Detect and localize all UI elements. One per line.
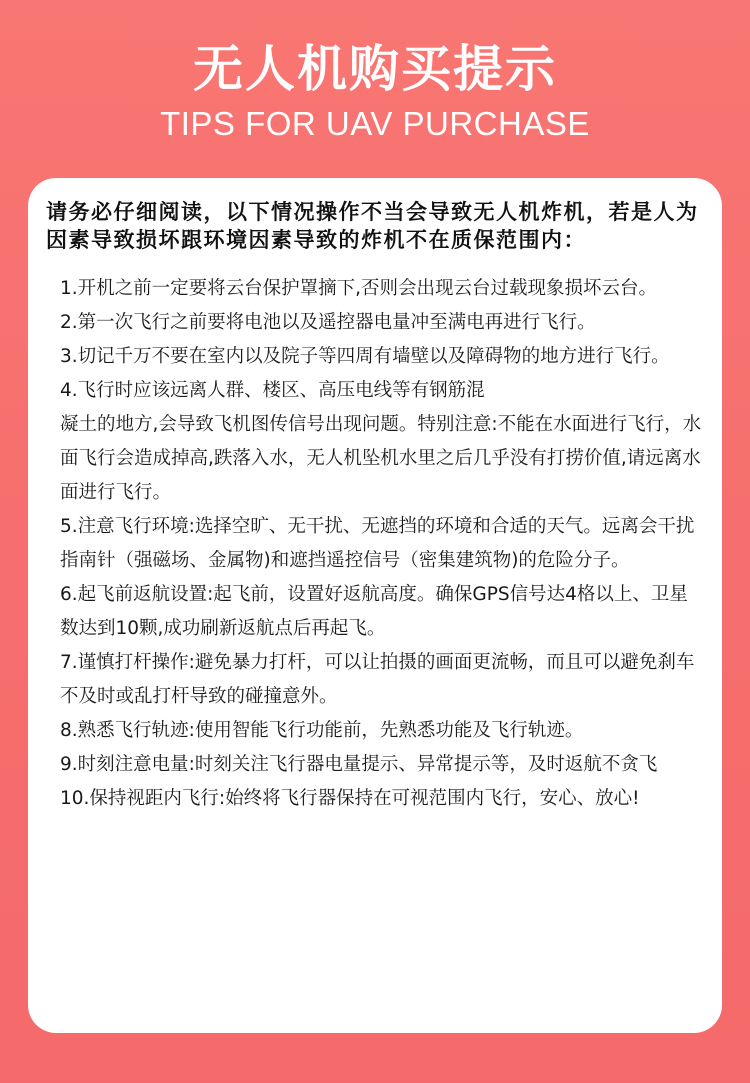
page-title: 无人机购买提示 [193,40,557,98]
tip-item: 9.时刻注意电量:时刻关注飞行器电量提示、异常提示等，及时返航不贪飞 [60,754,658,775]
tips-card [28,178,722,1033]
tip-item: 凝土的地方,会导致飞机图传信号出现问题。特别注意:不能在水面进行飞行，水面飞行会造成掉高,跌落入水，无人机坠机水里之后几乎没有打捞价值,请远离水面进行飞行。 [60,414,702,503]
tip-item: 5.注意飞行环境:选择空旷、无干扰、无遮挡的环境和合适的天气。远离会干扰指南针（强磁场、金属物)和遮挡遥控信号（密集建筑物)的危险分子。 [60,516,695,571]
tip-item: 3.切记千万不要在室内以及院子等四周有墙壁以及障碍物的地方进行飞行。 [60,346,670,367]
tip-item: 6.起飞前返航设置:起飞前，设置好返航高度。确保GPS信号达4格以上、卫星数达到10颗,成功刷新返航点后再起飞。 [60,584,688,639]
tip-item: 8.熟悉飞行轨迹:使用智能飞行功能前，先熟悉功能及飞行轨迹。 [60,720,584,741]
tip-item: 1.开机之前一定要将云台保护罩摘下,否则会出现云台过载现象损坏云台。 [60,278,658,299]
page-subtitle: TIPS FOR UAV PURCHASE [160,105,590,142]
tip-item: 4.飞行时应该远离人群、楼区、高压电线等有钢筋混 [60,380,485,401]
tip-item: 10.保持视距内飞行:始终将飞行器保持在可视范围内飞行，安心、放心! [60,788,640,809]
warning-intro: 请务必仔细阅读，以下情况操作不当会导致无人机炸机，若是人为因素导致损坏跟环境因素导致的炸机不在质保范围内： [46,200,699,252]
tip-item: 2.第一次飞行之前要将电池以及遥控器电量冲至满电再进行飞行。 [60,312,596,333]
tips-list [46,272,706,816]
tip-item: 7.谨慎打杆操作:避免暴力打杆，可以让拍摄的画面更流畅，而且可以避免刹车不及时或乱打杆导致的碰撞意外。 [60,652,695,707]
